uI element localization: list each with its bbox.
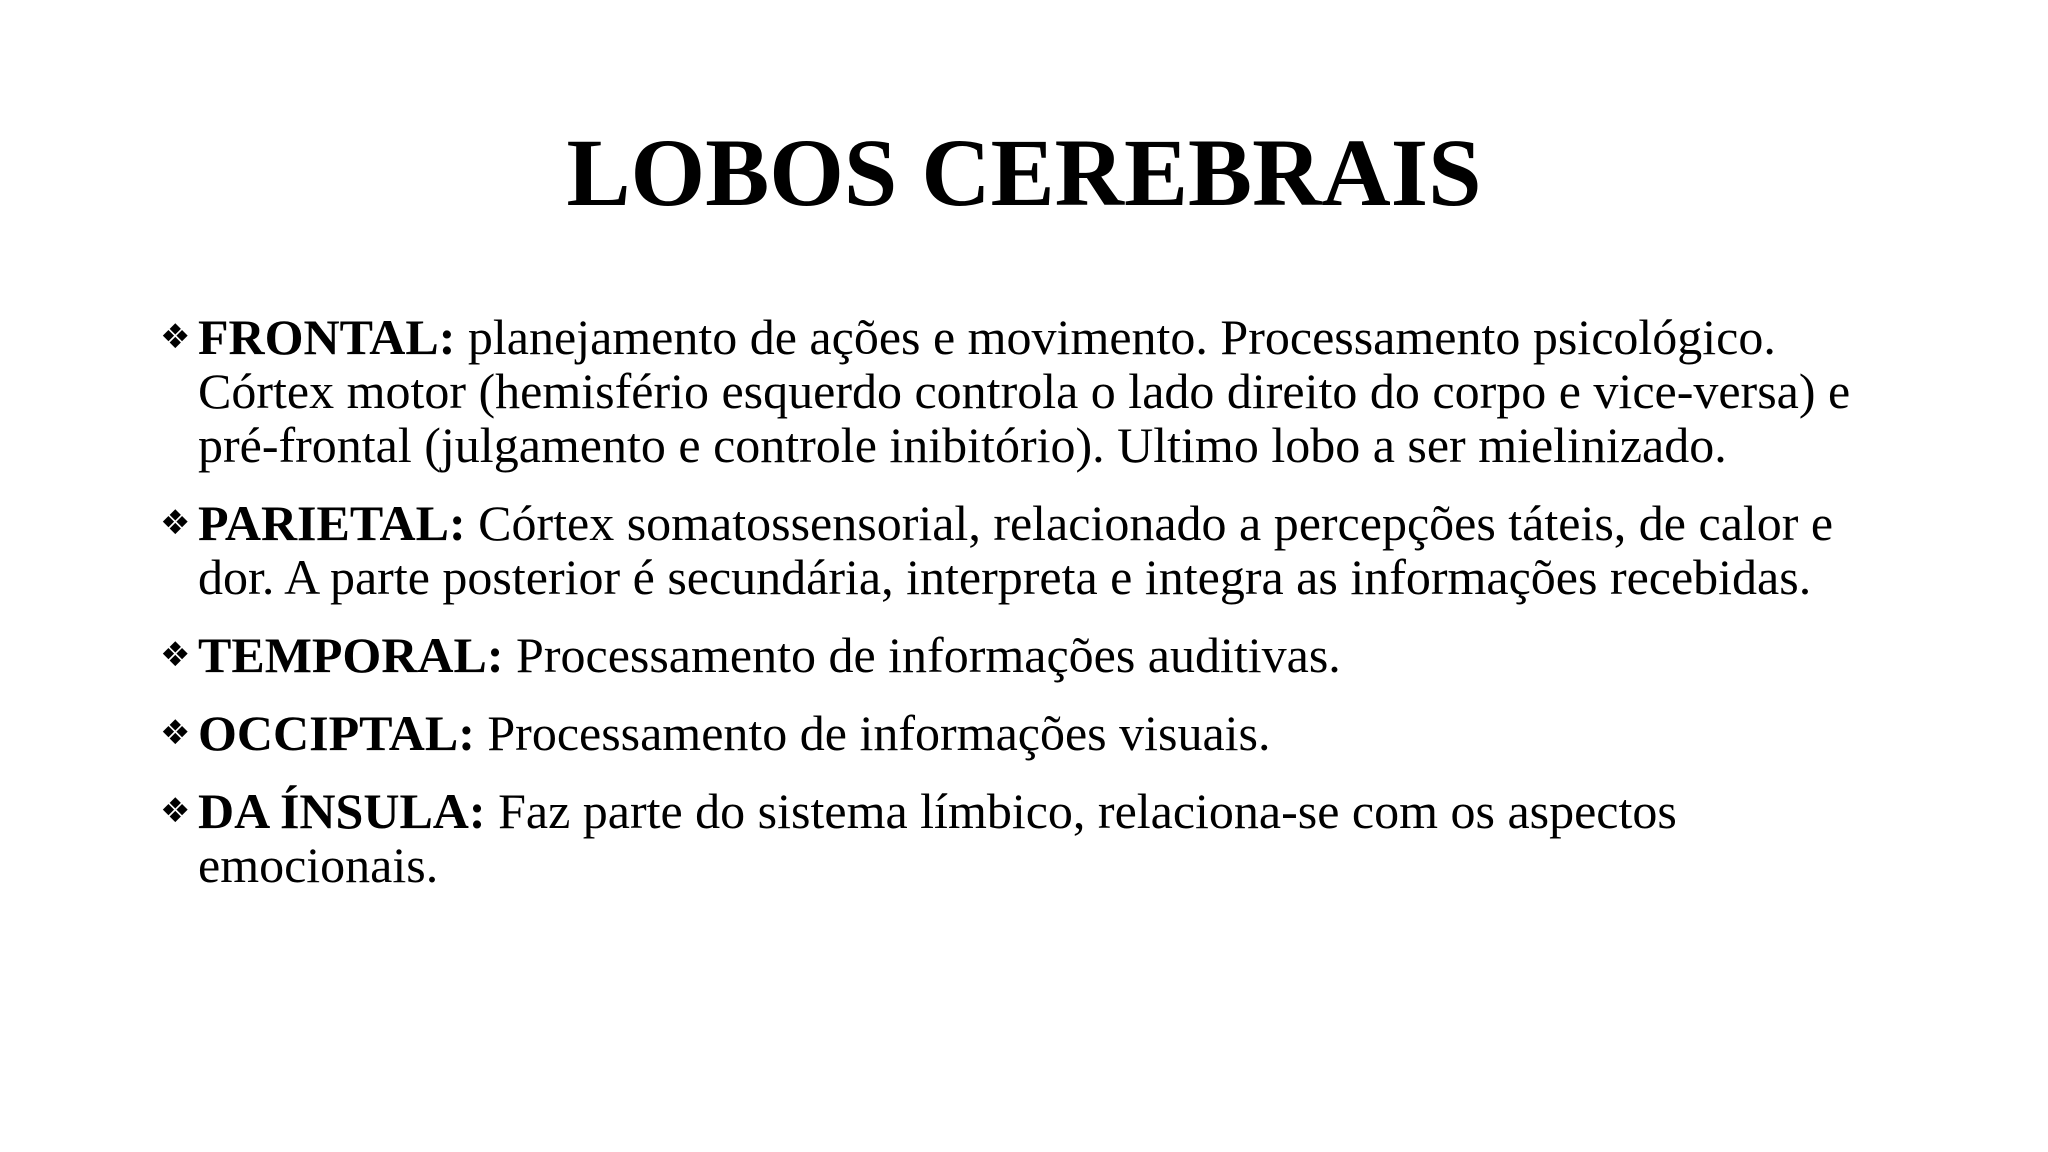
slide-title: LOBOS CEREBRAIS [566,119,1482,226]
list-item-insula [160,784,1880,892]
item-term: DA ÍNSULA: [198,783,486,839]
diamond-bullet-icon: ❖ [160,713,191,753]
item-term: PARIETAL: [198,495,466,551]
item-term: TEMPORAL: [198,627,504,683]
diamond-bullet-icon: ❖ [160,791,191,831]
diamond-bullet-icon: ❖ [160,503,191,543]
list-item-frontal [160,310,1880,472]
lobes-list [160,310,1880,916]
list-item-occipital [160,706,1880,760]
item-term: FRONTAL: [198,309,456,365]
list-item-temporal [160,628,1880,682]
item-description: planejamento de ações e movimento. Processamento psicológico. Córtex motor (hemisfério esquerdo controla o lado direito do corpo e vice-versa) e pré-frontal (julgamento e controle inibitório). Ultimo lobo a ser mielinizado. [198,309,1851,473]
item-term: OCCIPTAL: [198,705,475,761]
item-description: Córtex somatossensorial, relacionado a percepções táteis, de calor e dor. A parte posterior é secundária, interpreta e integra as informações recebidas. [198,495,1834,605]
list-item-parietal [160,496,1880,604]
diamond-bullet-icon: ❖ [160,635,191,675]
diamond-bullet-icon: ❖ [160,317,191,357]
item-description: Faz parte do sistema límbico, relaciona-se com os aspectos emocionais. [198,783,1677,893]
item-description: Processamento de informações auditivas. [503,627,1341,683]
item-description: Processamento de informações visuais. [474,705,1271,761]
